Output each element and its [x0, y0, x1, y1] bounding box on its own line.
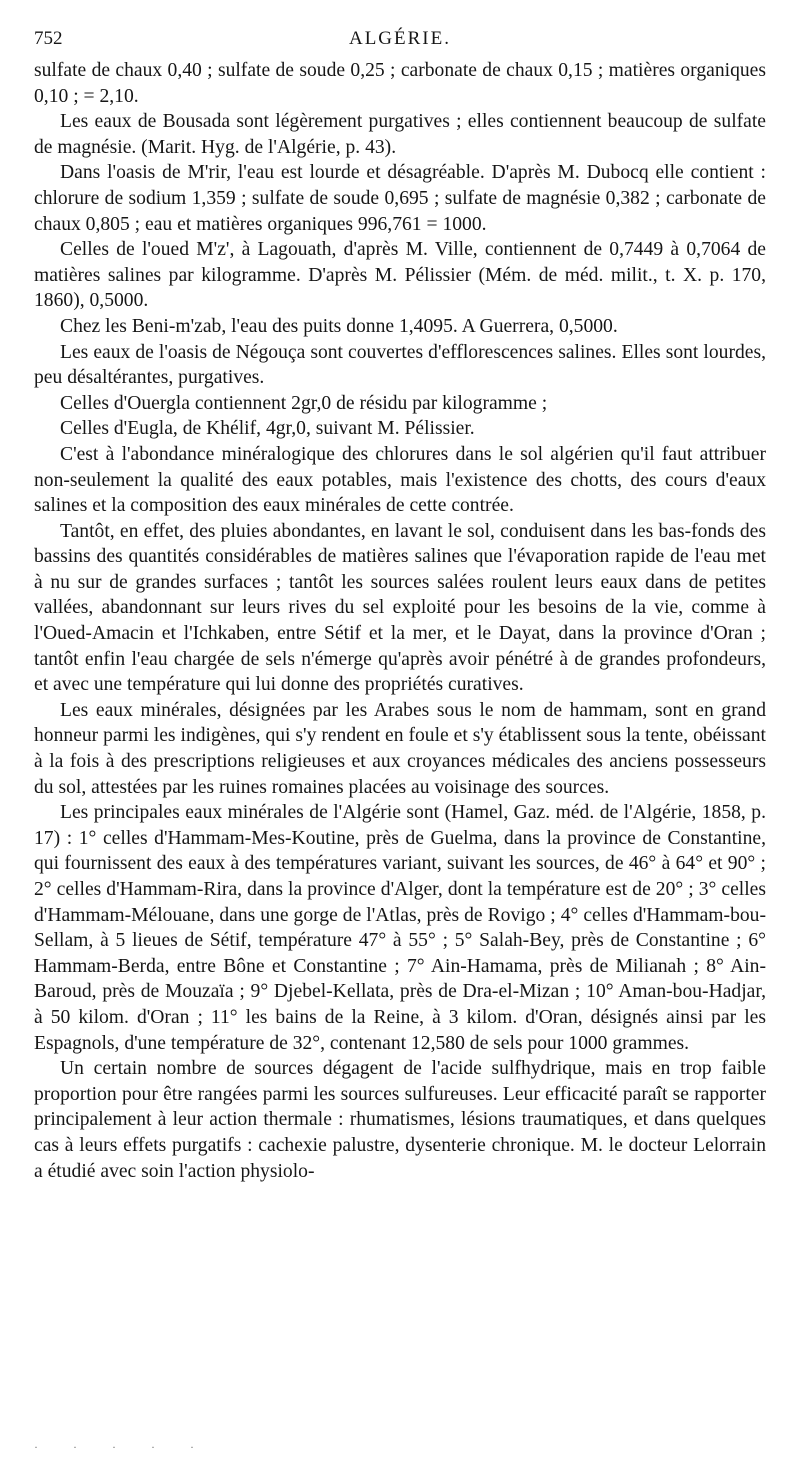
body-text — [34, 58, 766, 1184]
paragraph: Les eaux minérales, désignées par les Arabes sous le nom de hammam, sont en grand honneur parmi les indigènes, qui s'y rendent en foule et s'y établissent sous la tente, obéissant à la fois à des prescriptions religieuses et aux croyances médicales des anciens possesseurs du sol, attestées par les ruines romaines placées au voisinage des sources. — [34, 699, 766, 798]
paragraph: Celles d'Ouergla contiennent 2gr,0 de résidu par kilogramme ; — [60, 392, 548, 414]
paragraph: Les eaux de Bousada sont légèrement purgatives ; elles contiennent beaucoup de sulfate de magnésie. (Marit. Hyg. de l'Algérie, p. 43). — [34, 111, 766, 158]
page-number: 752 — [34, 28, 63, 49]
paragraph: Chez les Beni-m'zab, l'eau des puits donne 1,4095. A Guerrera, 0,5000. — [60, 315, 618, 337]
paragraph: Tantôt, en effet, des pluies abondantes, en lavant le sol, conduisent dans les bas-fonds des bassins des quantités considérables de matières salines que l'évaporation rapide de l'eau met à nu sur de grandes surfaces ; tantôt les sources salées roulent leurs eaux dans de petites vallées, abandonnant sur leurs rives du sel exploité pour les besoins de la vie, comme à l'Oued-Amacin et l'Ichkaben, entre Sétif et la mer, et le Dayat, dans la province d'Oran ; tantôt enfin l'eau chargée de sels n'émerge qu'après avoir pénétré à de grandes profondeurs, et avec une température qui lui donne des propriétés curatives. — [34, 520, 766, 696]
paragraph: Dans l'oasis de M'rir, l'eau est lourde et désagréable. D'après M. Dubocq elle contient : chlorure de sodium 1,359 ; sulfate de soude 0,695 ; sulfate de magnésie 0,382 ; carbonate de chaux 0,805 ; eau et matières organiques 996,761 = 1000. — [34, 162, 766, 235]
scan-specks: · · · · · — [34, 1440, 210, 1454]
paragraph: C'est à l'abondance minéralogique des chlorures dans le sol algérien qu'il faut attribuer non-seulement la qualité des eaux potables, mais l'existence des chotts, des cours d'eaux salines et la composition des eaux minérales de cette contrée. — [34, 443, 766, 517]
paragraph: sulfate de chaux 0,40 ; sulfate de soude 0,25 ; carbonate de chaux 0,15 ; matières organiques 0,10 ; = 2,10. — [34, 60, 766, 107]
paragraph: Celles d'Eugla, de Khélif, 4gr,0, suivant M. Pélissier. — [60, 418, 475, 440]
page-header — [34, 28, 766, 58]
paragraph: Les principales eaux minérales de l'Algérie sont (Hamel, Gaz. méd. de l'Algérie, 1858, p. 17) : 1° celles d'Hammam-Mes-Koutine, près de Guelma, dans la province de Constantine, qui fournissent des eaux à des températures variant, suivant les sources, de 46° à 64° et 90° ; 2° celles d'Hammam-Rira, dans la province d'Alger, dont la température est de 20° ; 3° celles d'Hammam-Mélouane, dans une gorge de l'Atlas, près de Rovigo ; 4° celles d'Hammam-bou-Sellam, à 5 lieues de Sétif, température 47° à 55° ; 5° Salah-Bey, près de Constantine ; 6° Hammam-Berda, entre Bône et Constantine ; 7° Ain-Hamama, près de Milianah ; 8° Ain-Baroud, près de Mouzaïa ; 9° Djebel-Kellata, près de Dra-el-Mizan ; 10° Aman-bou-Hadjar, à 50 kilom. d'Oran ; 11° les bains de la Reine, à 3 kilom. d'Oran, désignés ainsi par les Espagnols, d'une température de 32°, contenant 12,580 de sels pour 1000 grammes. — [34, 802, 766, 1054]
paragraph: Les eaux de l'oasis de Négouça sont couvertes d'efflorescences salines. Elles sont lourdes, peu désaltérantes, purgatives. — [34, 341, 766, 389]
paragraph: Celles de l'oued M'z', à Lagouath, d'après M. Ville, contiennent de 0,7449 à 0,7064 de matières salines par kilogramme. D'après M. Pélissier (Mém. de méd. milit., t. X. p. 170, 1860), 0,5000. — [34, 239, 766, 312]
paragraph: Un certain nombre de sources dégagent de l'acide sulfhydrique, mais en trop faible proportion pour être rangées parmi les sources sulfureuses. Leur efficacité paraît se rapporter principalement à leur action thermale : rhumatismes, lésions traumatiques, et dans quelques cas à leurs effets purgatifs : cachexie palustre, dysenterie chronique. M. le docteur Lelorrain a étudié avec soin l'action physiolo- — [34, 1058, 766, 1182]
running-title: ALGÉRIE. — [348, 28, 451, 49]
